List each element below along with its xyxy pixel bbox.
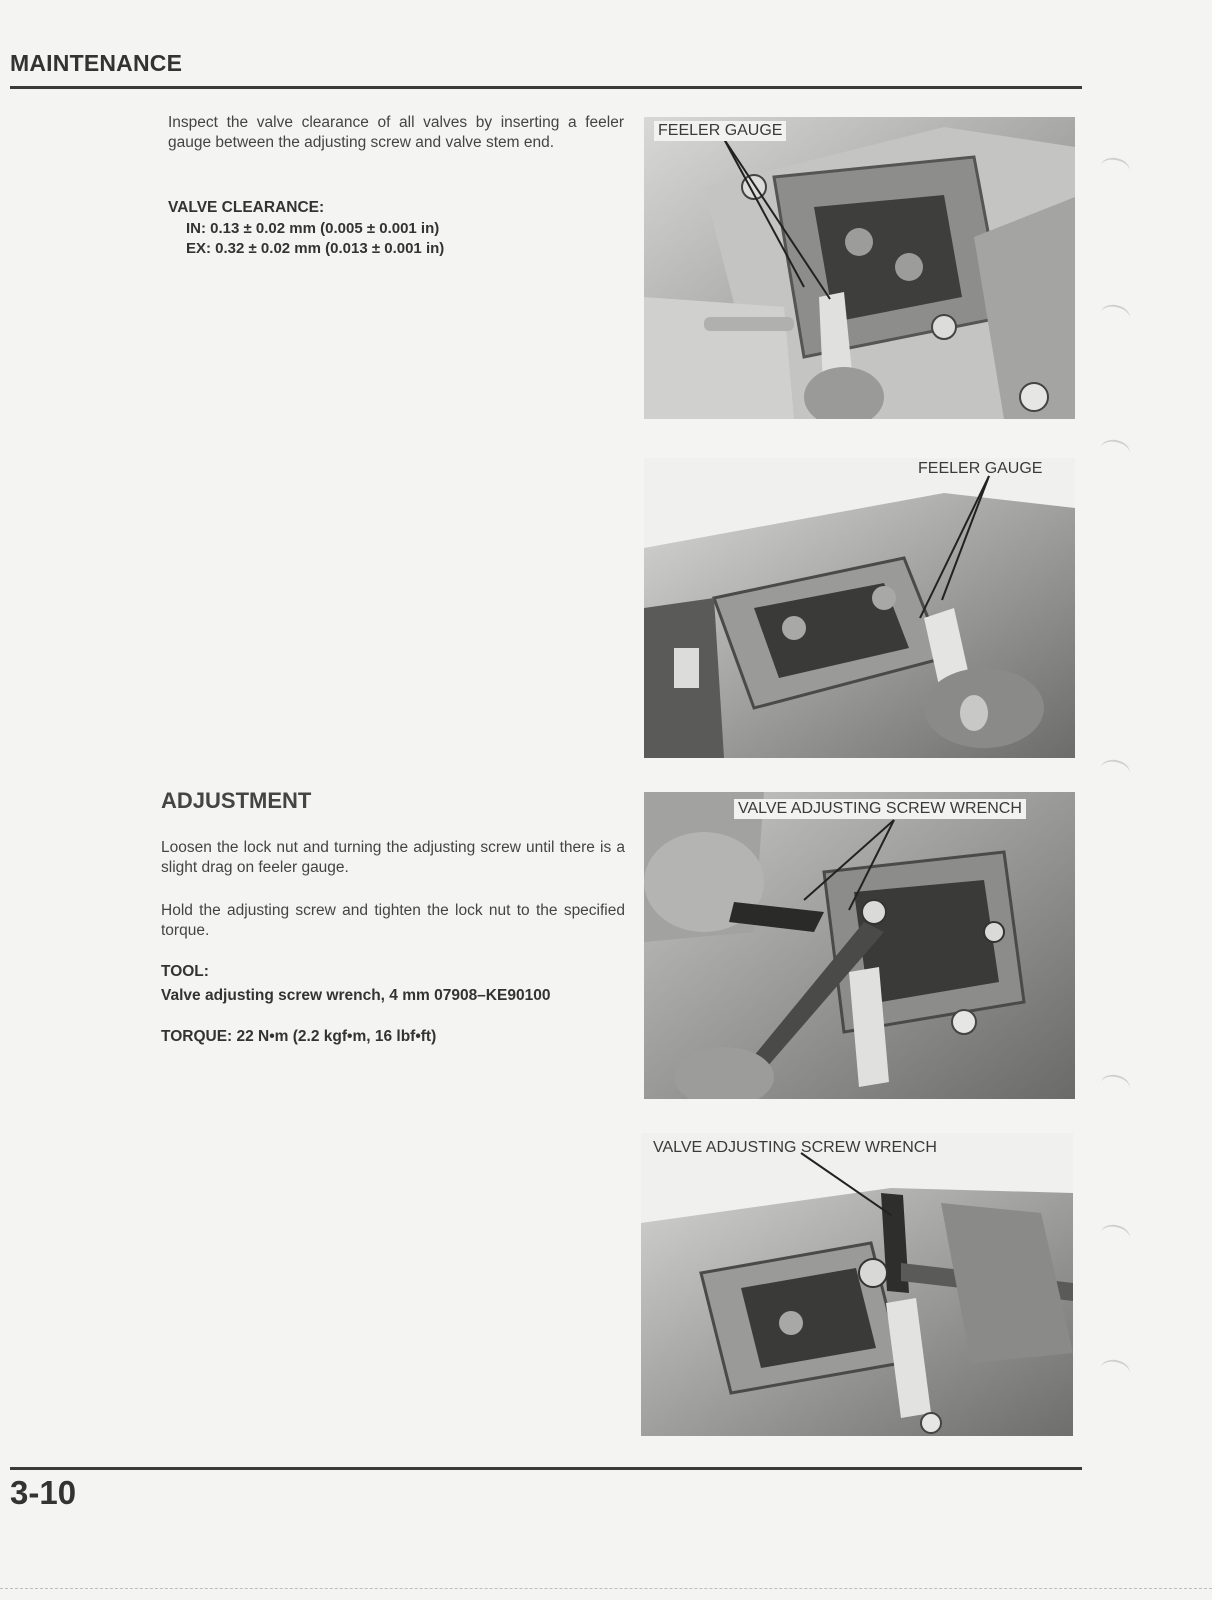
tool-spec: Valve adjusting screw wrench, 4 mm 07908–KE90100	[161, 987, 551, 1004]
margin-mark	[1098, 302, 1132, 330]
tool-heading: TOOL:	[161, 963, 209, 980]
figure-3-photo	[644, 792, 1075, 1099]
figure-3-label: VALVE ADJUSTING SCREW WRENCH	[734, 799, 1026, 819]
valve-clearance-in: IN: 0.13 ± 0.02 mm (0.005 ± 0.001 in)	[186, 220, 440, 237]
page-number: 3-10	[10, 1474, 77, 1511]
figure-2-photo	[644, 458, 1075, 758]
adjustment-paragraph-1: Loosen the lock nut and turning the adjusting screw until there is a slight drag on feeler gauge.	[161, 839, 625, 876]
margin-mark	[1098, 155, 1132, 183]
scan-edge-line	[0, 1588, 1212, 1589]
page-header-title: MAINTENANCE	[10, 50, 183, 76]
header-rule	[10, 86, 1082, 89]
adjustment-paragraph-2: Hold the adjusting screw and tighten the lock nut to the specified torque.	[161, 902, 625, 939]
figure-1-photo	[644, 117, 1075, 419]
valve-clearance-ex: EX: 0.32 ± 0.02 mm (0.013 ± 0.001 in)	[186, 240, 445, 257]
inspection-paragraph: Inspect the valve clearance of all valves by inserting a feeler gauge between the adjusting screw and valve stem end.	[168, 114, 624, 151]
footer-rule	[10, 1467, 1082, 1470]
margin-mark	[1098, 437, 1132, 465]
figure-1-label: FEELER GAUGE	[654, 121, 786, 141]
margin-mark	[1098, 1072, 1132, 1100]
margin-mark	[1098, 1222, 1132, 1250]
margin-mark	[1098, 757, 1132, 785]
valve-clearance-heading: VALVE CLEARANCE:	[168, 199, 325, 216]
adjustment-heading: ADJUSTMENT	[161, 788, 312, 813]
margin-mark	[1098, 1357, 1132, 1385]
figure-4-photo	[641, 1133, 1073, 1436]
figure-4-label: VALVE ADJUSTING SCREW WRENCH	[653, 1139, 937, 1156]
torque-spec: TORQUE: 22 N•m (2.2 kgf•m, 16 lbf•ft)	[161, 1028, 437, 1045]
figure-2-label: FEELER GAUGE	[918, 460, 1043, 477]
